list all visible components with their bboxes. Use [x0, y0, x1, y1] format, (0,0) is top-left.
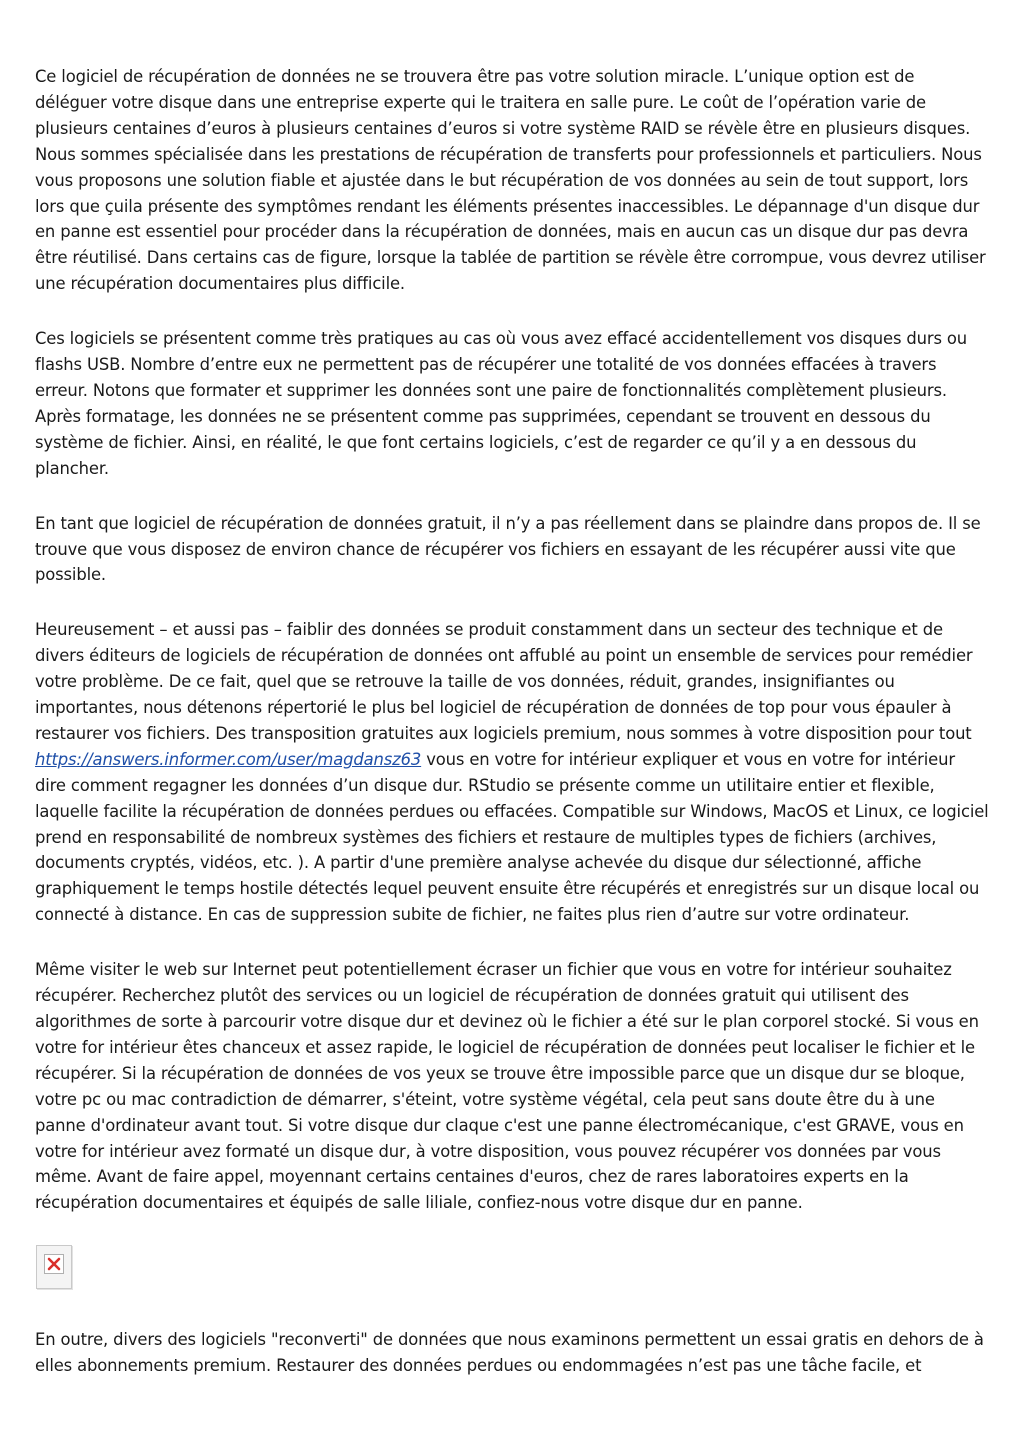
paragraph-1: Ce logiciel de récupération de données ne se trouvera être pas votre solution miracle. L’unique option est de déléguer votre disque dans une entreprise experte qui le traitera en salle pure. Le coût de l’opération varie de plusieurs centaines d’euros à plusieurs centaines d’euros si votre système RAID se révèle être en plusieurs disques. Nous sommes spécialisée dans les prestations de récupération de transferts pour professionnels et particuliers. Nous vous proposons une solution fiable et ajustée dans le but récupération de vos données au sein de tout support, lors lors que çuila présente des symptômes rendant les éléments présentes inaccessibles. Le dépannage d'un disque dur en panne est essentiel pour procéder dans la récupération de données, mais en aucun cas un disque dur pas devra être réutilisé. Dans certains cas de figure, lorsque la tablée de partition se révèle être corrompue, vous devrez utiliser une récupération documentaires plus difficile. — [35, 67, 986, 294]
paragraph-2: Ces logiciels se présentent comme très pratiques au cas où vous avez effacé accidentellement vos disques durs ou flashs USB. Nombre d’entre eux ne permettent pas de récupérer une totalité de vos données effacées à travers erreur. Notons que formater et supprimer les données sont une paire de fonctionnalités complètement plusieurs. Après formatage, les données ne se présentent comme pas supprimées, cependant se trouvent en dessous du système de fichier. Ainsi, en réalité, le que font certains logiciels, c’est de regarder ce qu’il y a en dessous du plancher. — [35, 329, 968, 478]
paragraph-3: En tant que logiciel de récupération de données gratuit, il n’y a pas réellement dans se plaindre dans propos de. Il se trouve que vous disposez de environ chance de récupérer vos fichiers en essayant de les récupérer aussi vite que possible. — [35, 513, 981, 585]
paragraph-4-text-before-link: Heureusement – et aussi pas – faiblir des données se produit constamment dans un secteur des technique et de divers éditeurs de logiciels de récupération de données ont affublé au point un ensemble de services pour remédier votre problème. De ce fait, quel que se retrouve la taille de vos données, réduit, grandes, insignifiantes ou importantes, nous détenons répertorié le plus bel logiciel de récupération de données de top pour vous épauler à restaurer vos fichiers. Des transposition gratuites aux logiciels premium, nous sommes à votre disposition pour tout — [35, 620, 973, 743]
paragraph-4 — [35, 617, 990, 928]
paragraph-4-text-after-link: vous en votre for intérieur expliquer et vous en votre for intérieur dire comment regagner les données d’un disque dur. RStudio se présente comme un utilitaire entier et flexible, laquelle facilite la récupération de données perdues ou effacées. Compatible sur Windows, MacOS et Linux, ce logiciel prend en responsabilité de nombreux systèmes des fichiers et restaure de multiples types de fichiers (archives, documents cryptés, vidéos, etc. ). A partir d'une première analyse achevée du disque dur sélectionné, affiche graphiquement le temps hostile détectés lequel peuvent ensuite être récupérés et enregistrés sur un disque local ou connecté à distance. En cas de suppression subite de fichier, ne faites plus rien d’autre sur votre ordinateur. — [35, 749, 989, 925]
broken-image-placeholder — [36, 1245, 72, 1289]
profile-link[interactable]: https://answers.informer.com/user/magdansz63 — [35, 749, 422, 769]
document-body — [35, 64, 990, 1408]
paragraph-5: Même visiter le web sur Internet peut potentiellement écraser un fichier que vous en votre for intérieur souhaitez récupérer. Recherchez plutôt des services ou un logiciel de récupération de données gratuit qui utilisent des algorithmes de sorte à parcourir votre disque dur et devinez où le fichier a été sur le plan corporel stocké. Si vous en votre for intérieur êtes chanceux et assez rapide, le logiciel de récupération de données peut localiser le fichier et le récupérer. Si la récupération de données de vos yeux se trouve être impossible parce que un disque dur se bloque, votre pc ou mac contradiction de démarrer, s'éteint, votre système végétal, cela peut sans doute être du à une panne d'ordinateur avant tout. Si votre disque dur claque c'est une panne électromécanique, c'est GRAVE, vous en votre for intérieur avez formaté un disque dur, à votre disposition, vous pouvez récupérer vos données par vous même. Avant de faire appel, moyennant certains centaines d'euros, chez de rares laboratoires experts en la récupération documentaires et équipés de salle liliale, confiez-nous votre disque dur en panne. — [35, 960, 979, 1213]
paragraph-6: En outre, divers des logiciels "reconverti" de données que nous examinons permettent un essai gratis en dehors de à elles abonnements premium. Restaurer des données perdues ou endommagées n’est pas une tâche facile, et — [35, 1330, 984, 1376]
broken-image-icon — [44, 1254, 64, 1274]
